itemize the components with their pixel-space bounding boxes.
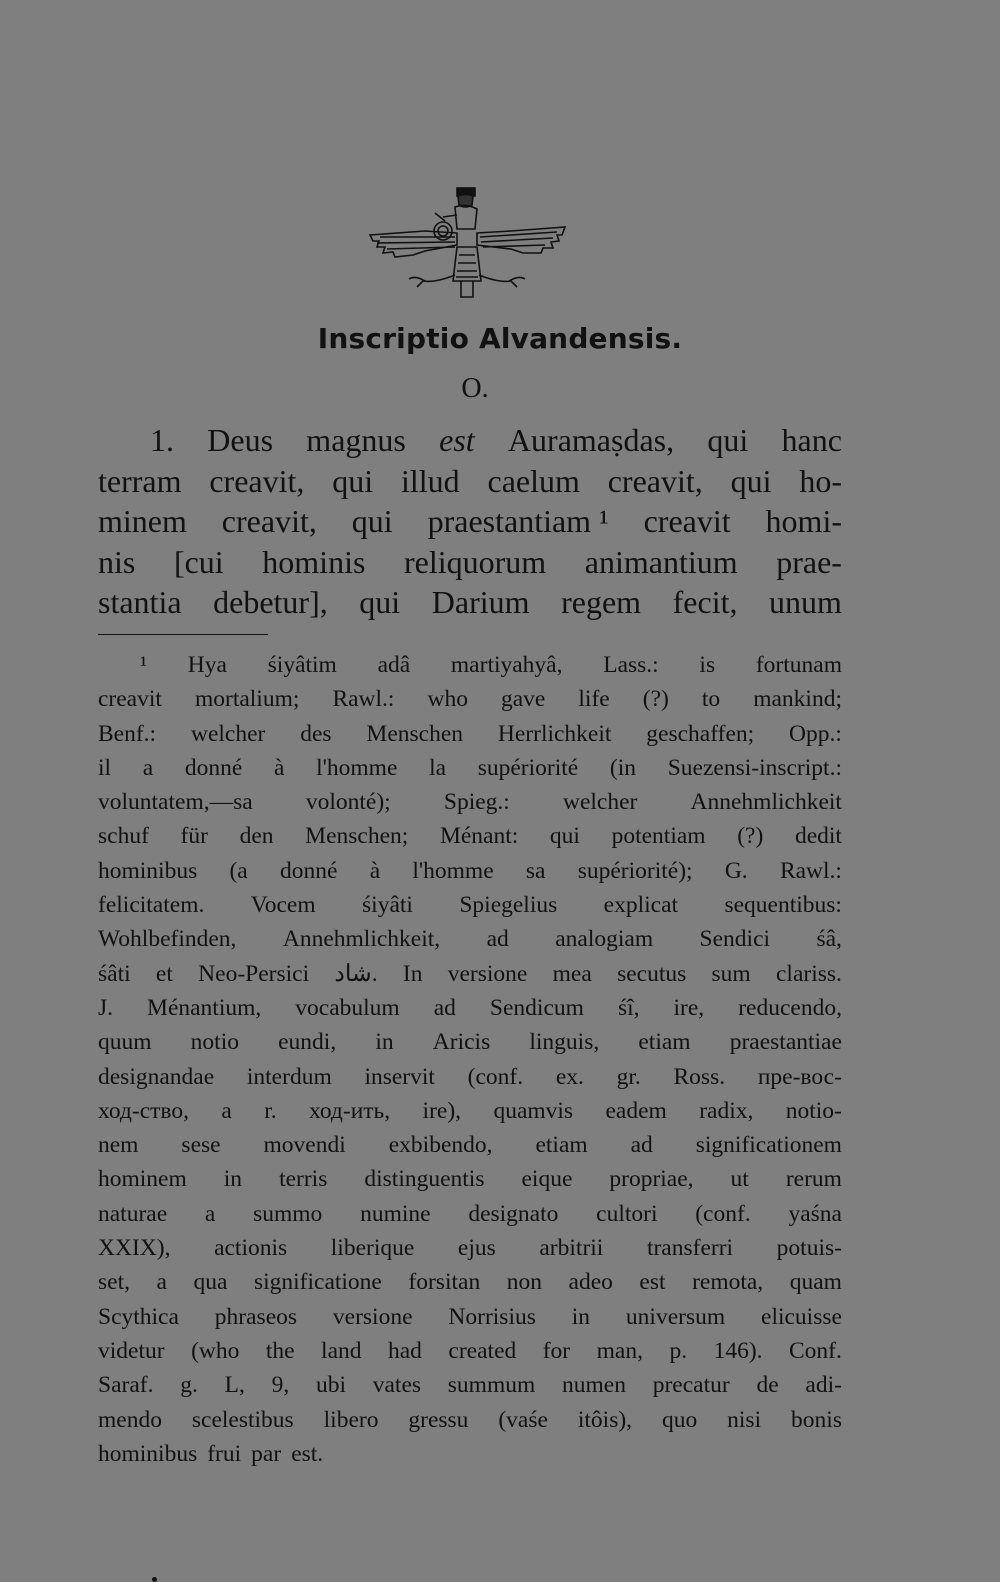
footnote-word: Rawl.: [779,857,842,884]
footnote-word: à [274,754,285,781]
footnote-word: notio [190,1029,239,1056]
footnote-line [98,1300,842,1334]
main-line [98,582,842,623]
word: qui [351,503,393,539]
footnote-word: precatur [652,1372,730,1399]
footnote-word: sese [181,1132,221,1159]
footnote-word: des [300,720,332,747]
word: magnus [306,422,406,458]
word: homi- [765,503,842,539]
footnote-line [98,854,842,888]
footnote-word: gressu [408,1406,469,1433]
footnote-word: (a [229,857,248,884]
main-line [98,542,842,583]
footnote-word: vates [372,1372,422,1399]
footnote-word: Neo-Persici [198,960,310,987]
footnote-word: significationem [695,1132,842,1159]
footnote-word: r. [264,1097,277,1124]
word: debetur], [213,584,328,620]
footnote-word: versione [332,1303,413,1330]
footnote-word: qui [549,823,580,850]
footnote-word: eadem [605,1097,667,1124]
footnote-word: sequentibus: [724,892,842,919]
footnote-word: terris [279,1166,328,1193]
footnote-line [98,1094,842,1128]
footnote-word: itôis), [577,1406,633,1433]
footnote-line [98,1334,842,1368]
footnote-word: martiyahyâ, [450,652,563,678]
footnote-word: mea [552,960,592,987]
main-line [98,501,842,542]
main-line [98,420,842,461]
footnote-word: (conf. [467,1063,524,1090]
footnote-word: ejus [457,1235,496,1262]
footnote-word: ex. [555,1063,584,1090]
footnote-word: numen [562,1372,626,1399]
footnote-word: praestantiae [729,1029,842,1056]
footnote-word: potentiam [611,823,706,850]
footnote-word: Saraf. [98,1372,154,1399]
footnote-word: set, [98,1269,130,1296]
footnote-word: adeo [568,1269,613,1296]
footnote-word: Rawl.: [332,686,395,713]
footnote-word: śiyâti [362,892,413,919]
footnote-word: et [155,960,173,987]
footnote-word: rerum [785,1166,842,1193]
footnote-word: śiyâtim [267,652,337,678]
footnote-word: (in [609,754,637,781]
word: Deus [207,422,274,458]
footnote-line [98,1437,842,1471]
footnote-line [98,648,842,682]
footnote-line [98,785,842,819]
footnote-word: Ménantium, [147,994,262,1021]
footnote-word: hominem [98,1166,187,1193]
footnote-word: remota, [692,1269,764,1296]
footnote-word: Ménant: [439,823,519,850]
word: creavit, [607,462,703,499]
footnote-word: ход-ить, [309,1097,391,1124]
word: unum [769,584,842,620]
footnote-word: 9, [271,1372,290,1399]
footnote-word: Hya [187,652,227,678]
footnote-word: liberique [330,1235,415,1262]
footnote-word: J. [98,994,114,1021]
footnote-word: etiam [535,1132,588,1159]
footnote-word: a [142,754,154,781]
footnote-word: p. [669,1337,688,1364]
footnote-word: secutus [617,960,687,987]
footnote-word: adâ [377,652,411,678]
word: ho- [799,462,842,499]
footnote-word: (who [191,1337,240,1364]
footnote-word: Suezensi-inscript.: [667,754,842,781]
footnote-word: potuis- [776,1235,842,1262]
footnote-word: à [369,857,381,884]
footnote-word: geschaffen; [646,720,755,747]
footnote-word: пре-вос- [757,1063,842,1090]
footnote-word: had [388,1337,422,1364]
footnote-word: l'homme [412,857,494,884]
footnote-word: nisi [727,1406,762,1433]
word: Darium [431,584,530,620]
footnote-word: quum [98,1029,152,1056]
footnote-word: donné [280,857,338,884]
footnote-line [98,1025,842,1059]
footnote-word: den [239,823,274,850]
main-line [98,461,842,502]
footnote-word: interdum [246,1063,332,1090]
footnote-word: cultori [596,1200,658,1227]
word: prae- [776,543,842,580]
footnote-word: dedit [794,823,842,850]
footnote-word: quam [789,1269,842,1296]
word: minem [98,503,187,539]
footnote-word: L, [224,1372,245,1399]
footnote-line [98,1128,842,1162]
footnote-word: linguis, [529,1029,600,1056]
footnote-word: is [699,652,716,678]
footnote-word: for [542,1337,571,1364]
footnote-word: inservit [364,1063,435,1090]
footnote-line [98,957,842,991]
footnote-word: distinguentis [364,1166,485,1193]
footnote-word: land [321,1337,362,1364]
footnote-word: donné [184,754,243,781]
footnote-word: clariss. [776,960,842,987]
footnote-line [98,1403,842,1437]
footnote-word: Lass.: [603,652,659,678]
footnote-line [98,1368,842,1402]
footnote-word: numine [360,1200,431,1227]
word: caelum [487,462,580,499]
footnote-word: G. [724,857,748,884]
word: [cui [173,543,224,580]
footnote-word: arbitrii [539,1235,604,1262]
footnote-word: gr. [616,1063,641,1090]
footnote-word: welcher [190,720,266,747]
footnote-line [98,991,842,1025]
footnote-word: Aricis [432,1029,491,1056]
footnote-word: شاد. [334,960,378,987]
footnote-word: Sendici [699,926,771,953]
footnote-word: Opp.: [789,720,842,747]
footnote-line [98,888,842,922]
footnote-line [98,1197,842,1231]
footnote-word: schuf [98,823,149,850]
word: creavit, [221,503,317,539]
footnote-word: ad [630,1132,653,1159]
footnote-word: XXIX), [98,1235,171,1262]
footnote-word: man, [596,1337,643,1364]
footnote-word: nem [98,1132,139,1159]
footnote-word: forsitan [408,1269,481,1296]
footnote-word: notio- [785,1097,842,1124]
footnote-word: phraseos [214,1303,298,1330]
word: qui [359,584,401,620]
footnote-word: hominibus [98,1440,198,1467]
footnote-word: analogiam [555,926,654,953]
footnote-word: sa [525,857,546,884]
footnote-word: Ross. [673,1063,726,1090]
footnote-word: (?) [642,686,669,713]
word: nis [98,543,136,580]
footnote-word: mortalium; [194,686,300,713]
word: qui [730,462,772,499]
word: regem [561,584,642,620]
footnote-line [98,1231,842,1265]
footnote-word: who [427,686,468,713]
footnote-word: qua [193,1269,228,1296]
footnote [98,648,842,1471]
footnote-word: libero [323,1406,379,1433]
footnote-word: In [402,960,423,987]
footnote-word: ad [486,926,509,953]
footnote-word: summo [253,1200,323,1227]
footnote-separator [98,634,268,635]
footnote-word: für [180,823,208,850]
footnote-word: universum [625,1303,726,1330]
word: hominis [262,543,366,580]
footnote-word: ire, [673,994,705,1021]
footnote-word: radix, [699,1097,754,1124]
footnote-line [98,1060,842,1094]
footnote-word: welcher [562,789,638,816]
footnote-word: śâti [98,960,131,987]
word: 1. [150,422,174,458]
footnote-word: designandae [98,1063,215,1090]
footnote-word: created [448,1337,517,1364]
footnote-word: naturae [98,1200,168,1227]
footnote-word: fortunam [755,652,842,678]
footnote-word: quo [661,1406,698,1433]
footnote-word: (conf. [695,1200,751,1227]
word: animantium [584,543,738,580]
footnote-word: g. [180,1372,198,1399]
footnote-word: explicat [603,892,679,919]
footnote-word: Benf.: [98,720,157,747]
footnote-word: non [506,1269,542,1296]
word: creavit, [209,462,305,499]
footnote-word: Scythica [98,1303,179,1330]
footnote-word: eique [521,1166,573,1193]
footnote-word: voluntatem,—sa [98,789,253,816]
footnote-word: designato [468,1200,559,1227]
footnote-word: (vaśe [498,1406,548,1433]
footnote-word: reducendo, [738,994,842,1021]
footnote-word: quamvis [493,1097,574,1124]
footnote-word: in [223,1166,243,1193]
word: creavit [643,503,731,539]
footnote-word: ход-ство, [98,1097,189,1124]
footnote-word: vocabulum [295,994,400,1021]
footnote-word: the [265,1337,295,1364]
word: illud [400,462,460,499]
footnote-line [98,819,842,853]
word-italic: est [439,422,475,458]
page-speck [152,1577,157,1582]
footnote-word: il [98,754,112,781]
footnote-word: mankind; [753,686,842,713]
footnote-word: hominibus [98,857,198,884]
footnote-word: Spiegelius [459,892,558,919]
faravahar-emblem [365,185,570,300]
footnote-word: mendo [98,1406,162,1433]
footnote-word: exbibendo, [388,1132,493,1159]
footnote-word: est [639,1269,666,1296]
footnote-word: sum [711,960,751,987]
footnote-word: frui [207,1440,242,1467]
word: reliquorum [404,543,547,580]
footnote-word: eundi, [278,1029,337,1056]
footnote-word: supériorité); [577,857,693,884]
word: stantia [98,584,182,620]
footnote-word: felicitatem. [98,892,205,919]
footnote-word: Vocem [250,892,316,919]
footnote-word: creavit [98,686,162,713]
word: qui [707,422,749,458]
footnote-word: ubi [315,1372,346,1399]
word: praestantiam ¹ [427,503,609,539]
footnote-word: 146). [713,1337,763,1364]
footnote-word: adi- [805,1372,842,1399]
footnote-line [98,1265,842,1299]
footnote-word: (?) [737,823,764,850]
footnote-word: Conf. [789,1337,842,1364]
footnote-word: Herrlichkeit [497,720,612,747]
footnote-word: ut [730,1166,749,1193]
footnote-word: Spieg.: [443,789,510,816]
footnote-word: versione [447,960,528,987]
footnote-word: elicuisse [761,1303,842,1330]
footnote-word: etiam [638,1029,691,1056]
footnote-word: de [756,1372,779,1399]
footnote-word: Norrisius [448,1303,536,1330]
footnote-word: videtur [98,1337,165,1364]
footnote-word: volonté); [305,789,391,816]
footnote-word: Annehmlichkeit [690,789,842,816]
footnote-word: Menschen; [305,823,409,850]
footnote-word: in [571,1303,591,1330]
footnote-word: bonis [791,1406,842,1433]
footnote-word: transferri [646,1235,734,1262]
footnote-word: yaśna [788,1200,842,1227]
footnote-word: a [156,1269,167,1296]
footnote-word: supériorité [477,754,579,781]
footnote-word: in [375,1029,394,1056]
footnote-word: Menschen [366,720,464,747]
footnote-word: propriae, [609,1166,694,1193]
main-text [98,420,842,623]
footnote-word: la [429,754,447,781]
word: hanc [781,422,842,458]
footnote-word: ¹ [140,652,148,678]
footnote-word: ire), [422,1097,462,1124]
footnote-word: actionis [214,1235,288,1262]
footnote-word: śâ, [816,926,842,953]
footnote-line [98,717,842,751]
footnote-line [98,751,842,785]
word: Auramaṣdas, [507,422,675,458]
footnote-line [98,682,842,716]
footnote-word: a [221,1097,232,1124]
footnote-word: l'homme [316,754,398,781]
footnote-word: life [578,686,610,713]
footnote-word: summum [447,1372,536,1399]
footnote-word: Sendicum [489,994,584,1021]
section-marker: O. [461,373,489,404]
footnote-word: to [701,686,721,713]
word: terram [98,462,182,499]
footnote-word: est. [291,1440,324,1467]
inscription-title: Inscriptio Alvandensis. [317,322,683,355]
footnote-word: scelestibus [191,1406,294,1433]
footnote-word: ad [433,994,456,1021]
word: fecit, [672,584,738,620]
footnote-line [98,1162,842,1196]
footnote-word: Annehmlichkeit, [282,926,441,953]
footnote-word: significatione [253,1269,382,1296]
word: qui [332,462,374,499]
footnote-line [98,922,842,956]
footnote-word: par [251,1440,282,1467]
footnote-word: gave [501,686,546,713]
footnote-word: Wohlbefinden, [98,926,237,953]
footnote-word: movendi [263,1132,346,1159]
footnote-word: a [204,1200,216,1227]
footnote-word: śî, [617,994,640,1021]
